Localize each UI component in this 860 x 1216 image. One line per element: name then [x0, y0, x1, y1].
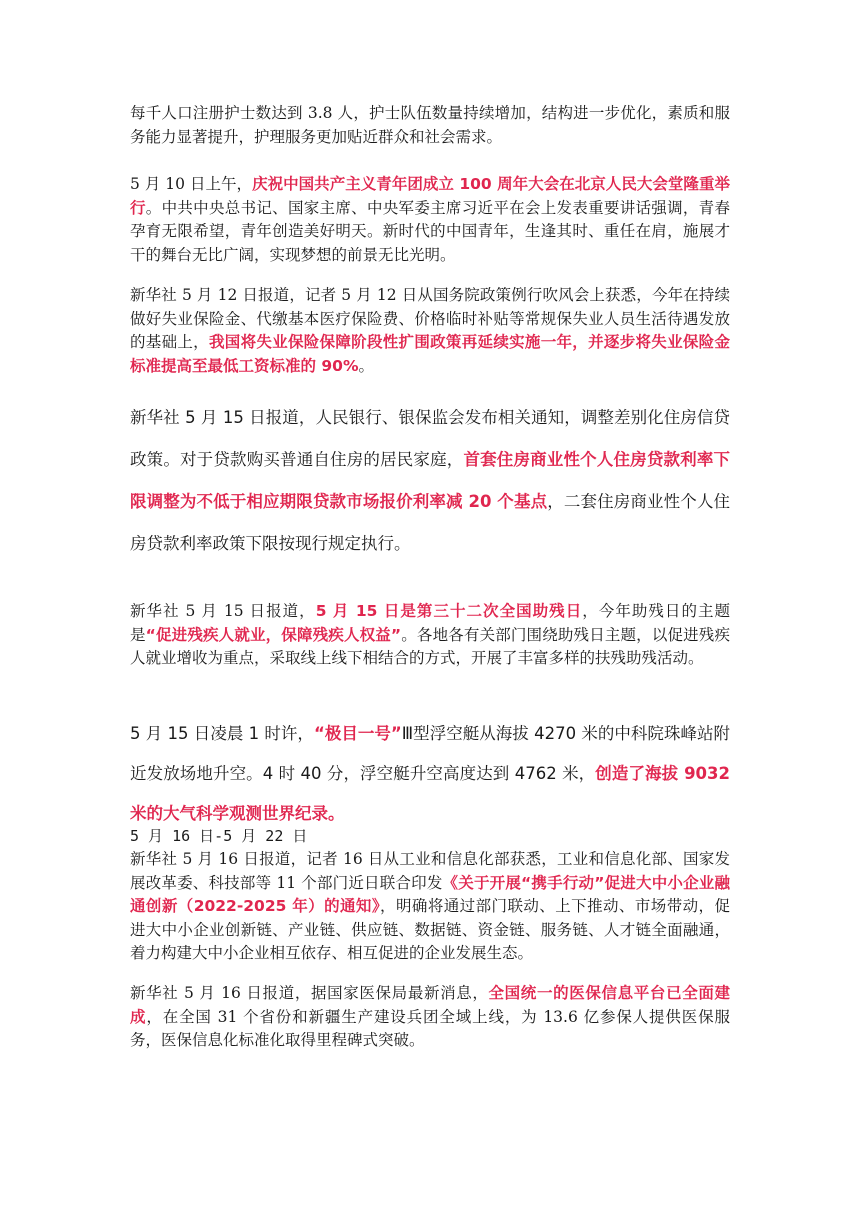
highlight-text: 创造了海拔 9032 米的大气科学观测世界纪录。 [130, 764, 730, 823]
paragraph-text: 新华社 5 月 16 日报道，记者 16 日从工业和信息化部获悉，工业和信息化部、国家发展改革委、科技部等 11 个部门近日联合印发 [130, 850, 730, 892]
highlight-text: “促进残疾人就业，保障残疾人权益” [145, 625, 402, 644]
paragraph-text: 。各地各有关部门围绕助残日主题，以促进残疾人就业增收为重点，采取线上线下相结合的方式，开展了丰富多样的扶残助残活动。 [130, 625, 730, 667]
paragraph-text: 。中共中央总书记、国家主席、中央军委主席习近平在会上发表重要讲话强调，青春孕育无限希望，青年创造美好明天。新时代的中国青年，生逢其时、重任在肩，施展才干的舞台无比广阔，实现梦想的前景无比光明。 [130, 198, 730, 264]
paragraph-unemployment-insurance [130, 284, 730, 378]
paragraph-text: 新华社 5 月 16 日报道，据国家医保局最新消息， [130, 984, 489, 1002]
highlight-text: 《关于开展“携手行动”促进大中小企业融通创新（2022-2025 年）的通知》 [130, 873, 730, 915]
highlight-text: 我国将失业保险保障阶段性扩围政策再延续实施一年，并逐步将失业保险金标准提高至最低工资标准的 90% [130, 333, 730, 375]
paragraph-housing-loans [130, 397, 730, 565]
paragraph-text: 。 [358, 356, 375, 375]
paragraph-text: Ⅲ型浮空艇从海拔 4270 米的中科院珠峰站附近发放场地升空。4 时 40 分，浮空艇升空高度达到 4762 米， [130, 724, 731, 783]
paragraph-text: ，明确将通过部门联动、上下推动、市场带动，促进大中小企业创新链、产业链、供应链、数据链、资金链、服务链、人才链全面融通，着力构建大中小企业相互依存、相互促进的企业发展生态。 [130, 897, 730, 962]
paragraph-sme-innovation [130, 848, 730, 966]
paragraph-text: ，在全国 31 个省份和新疆生产建设兵团全域上线，为 13.6 亿参保人提供医保服务，医保信息化标准化取得里程碑式突破。 [130, 1007, 730, 1049]
section-date-heading: 5 月 16 日-5 月 22 日 [130, 827, 308, 845]
highlight-text: “极目一号” [313, 724, 402, 743]
paragraph-text: 新华社 5 月 12 日报道，记者 5 月 12 日从国务院政策例行吹风会上获悉，今年在持续做好失业保险金、代缴基本医疗保险费、价格临时补贴等常规保失业人员生活待遇发放的基础上， [130, 286, 730, 351]
paragraph-text: 新华社 5 月 15 日报道，人民银行、银保监会发布相关通知，调整差别化住房信贷政策。对于贷款购买普通自住房的居民家庭， [130, 408, 730, 469]
paragraph-medical-insurance [130, 982, 730, 1053]
paragraph-text: 每千人口注册护士数达到 3.8 人，护士队伍数量持续增加，结构进一步优化，素质和服务能力显著提升，护理服务更加贴近群众和社会需求。 [130, 104, 730, 146]
highlight-text: 全国统一的医保信息平台已全面建成 [130, 984, 730, 1026]
paragraph-text: ，二套住房商业性个人住房贷款利率政策下限按现行规定执行。 [130, 492, 731, 553]
paragraph-nurses [130, 102, 730, 149]
paragraph-text: ，今年助残日的主题是 [130, 602, 731, 644]
highlight-text: 首套住房商业性个人住房贷款利率下限调整为不低于相应期限贷款市场报价利率减 20 个基点 [130, 450, 731, 511]
paragraph-disability-day [130, 600, 730, 671]
highlight-text: 庆祝中国共产主义青年团成立 100 周年大会在北京人民大会堂隆重举行 [130, 175, 730, 217]
paragraph-text: 5 月 10 日上午， [130, 175, 253, 193]
highlight-text: 5 月 15 日是第三十二次全国助残日 [315, 602, 583, 620]
paragraph-text: 新华社 5 月 15 日报道， [130, 602, 316, 620]
paragraph-airship [130, 714, 730, 834]
paragraph-youth-league [130, 173, 730, 267]
paragraph-text: 5 月 15 日凌晨 1 时许， [130, 724, 314, 743]
